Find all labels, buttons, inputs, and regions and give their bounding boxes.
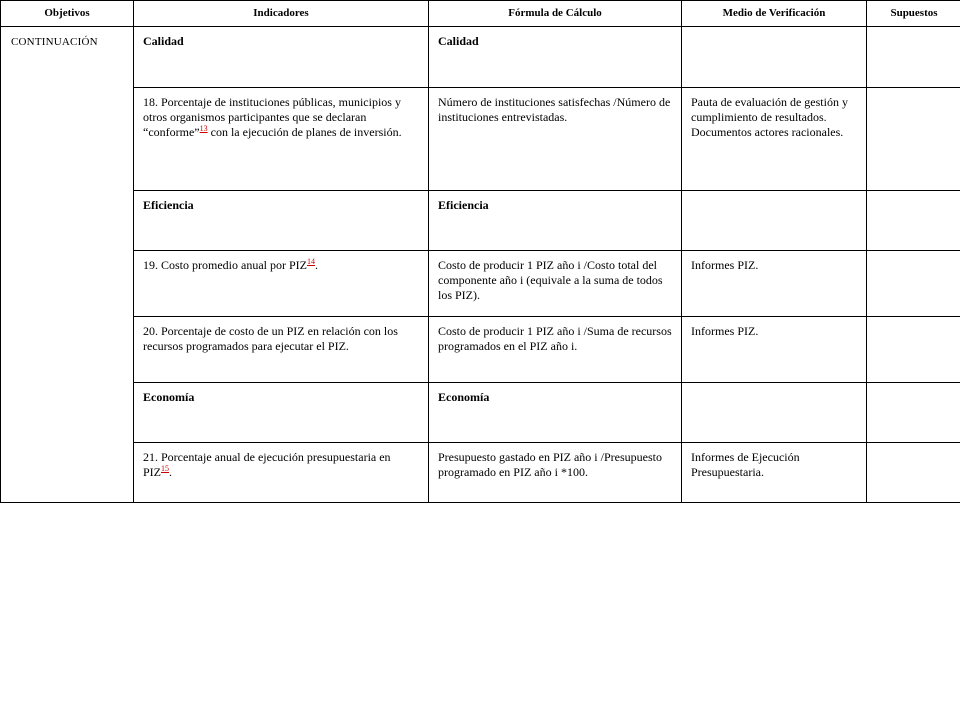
formula-21: Presupuesto gastado en PIZ año i /Presupuesto programado en PIZ año i *100. [438,450,662,479]
medio-18: Pauta de evaluación de gestión y cumplimiento de resultados. Documentos actores racionales. [691,95,848,139]
indicador-19 [134,251,428,273]
objetivo-cell [1,27,134,503]
formula-cell [429,383,682,443]
table-row [1,191,960,251]
indicador-18 [134,88,428,140]
medio-cell [682,251,867,317]
formula-cell [429,443,682,503]
indicador-cell [134,191,429,251]
formula-cell [429,88,682,191]
indicador-text: 18. Porcentaje de instituciones públicas, municipios y otros organismos participantes que se declaran “conforme” [143,95,401,139]
header-medio: Medio de Verificación [682,1,867,27]
medio-20: Informes PIZ. [691,324,759,338]
formula-cell [429,317,682,383]
medio-21: Informes de Ejecución Presupuestaria. [691,450,800,479]
footnote-link-13[interactable]: 13 [199,124,208,133]
section-label-calidad: Calidad [143,34,184,48]
header-supuestos: Supuestos [867,1,960,27]
formula-cell [429,251,682,317]
section-label-eficiencia: Eficiencia [143,198,194,212]
table-row [1,383,960,443]
medio-cell [682,88,867,191]
footnote-link-14[interactable]: 14 [306,257,315,266]
formula-20: Costo de producir 1 PIZ año i /Suma de recursos programados en el PIZ año i. [438,324,672,353]
section-label-economia: Economía [143,390,195,404]
indicador-cell [134,383,429,443]
indicador-21 [134,443,428,480]
formula-cell [429,191,682,251]
table-row [1,27,960,88]
medio-19: Informes PIZ. [691,258,759,272]
indicador-20: 20. Porcentaje de costo de un PIZ en relación con los recursos programados para ejecutar el PIZ. [143,324,398,353]
formula-19: Costo de producir 1 PIZ año i /Costo total del componente año i (equivale a la suma de todos los PIZ). [438,258,663,302]
indicador-cell [134,27,429,88]
medio-cell [682,27,867,88]
header-formula: Fórmula de Cálculo [429,1,682,27]
formula-cell [429,27,682,88]
header-indicadores: Indicadores [134,1,429,27]
indicador-cell [134,443,429,503]
indicador-tail: . [314,258,318,272]
supuestos-cell [867,88,960,191]
table-row [1,251,960,317]
table-row [1,88,960,191]
indicador-text: 21. Porcentaje anual de ejecución presupuestaria en PIZ [143,450,391,479]
objetivo-text: CONTINUACIÓN [11,36,98,48]
medio-cell [682,191,867,251]
table-row [1,317,960,383]
supuestos-cell [867,383,960,443]
header-row [1,1,960,27]
medio-cell [682,443,867,503]
section-label-eficiencia-formula: Eficiencia [438,198,489,212]
indicador-tail: . [169,465,172,479]
indicador-text: 19. Costo promedio anual por PIZ [143,258,307,272]
section-label-economia-formula: Economía [438,390,490,404]
supuestos-cell [867,443,960,503]
supuestos-cell [867,251,960,317]
footnote-link-15[interactable]: 15 [161,464,169,473]
indicador-cell [134,317,429,383]
indicador-cell [134,251,429,317]
supuestos-cell [867,191,960,251]
formula-18: Número de instituciones satisfechas /Número de instituciones entrevistadas. [438,95,671,124]
medio-cell [682,317,867,383]
indicador-cell [134,88,429,191]
header-objetivos: Objetivos [1,1,134,27]
section-label-calidad-formula: Calidad [438,34,479,48]
supuestos-cell [867,317,960,383]
medio-cell [682,383,867,443]
table-row [1,443,960,503]
indicador-tail: con la ejecución de planes de inversión. [207,125,402,139]
supuestos-cell [867,27,960,88]
